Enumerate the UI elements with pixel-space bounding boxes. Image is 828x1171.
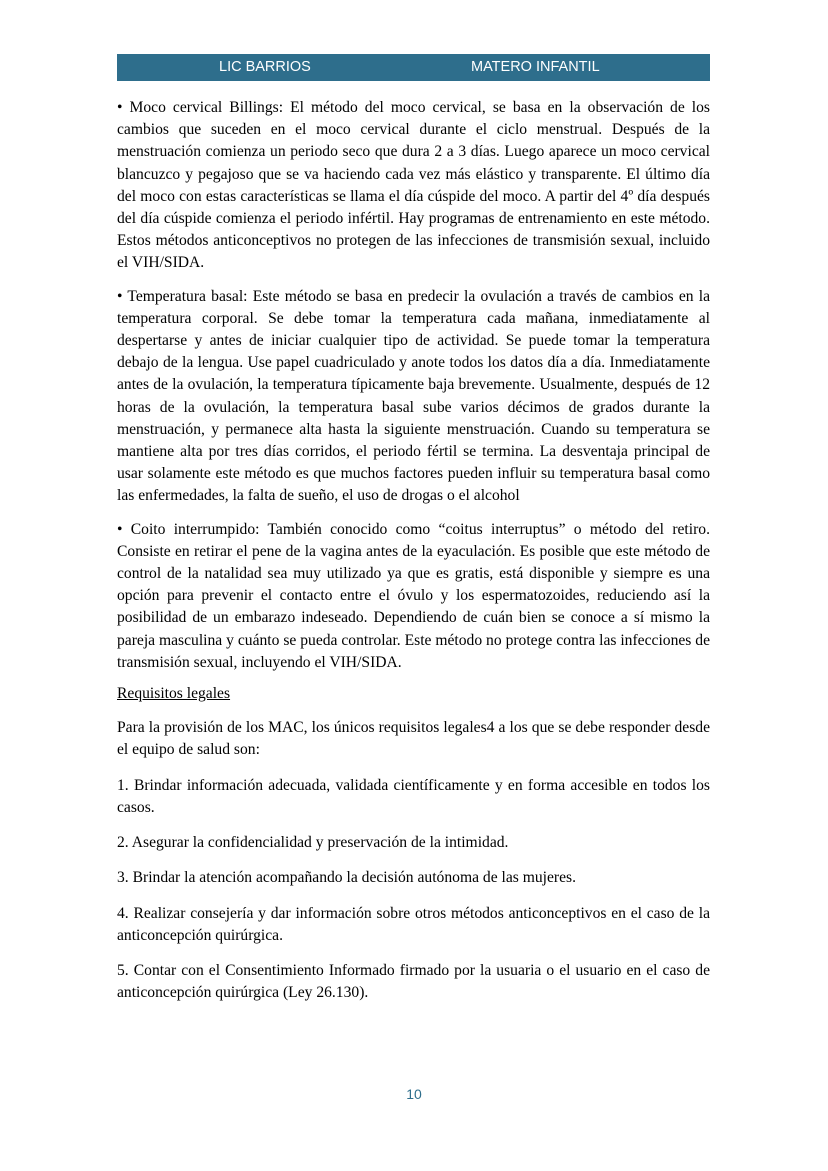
page-number: 10 xyxy=(406,1086,422,1102)
list-item: 3. Brindar la atención acompañando la decisión autónoma de las mujeres. xyxy=(117,869,576,887)
paragraph-temperatura-basal: • Temperatura basal: Este método se basa en predecir la ovulación a través de cambios en la temperatura corporal. Se debe tomar la temperatura cada mañana, inmediatamente al despertarse y antes de iniciar cualquier tipo de actividad. Se puede tomar la temperatura debajo de la lengua. Use papel cuadriculado y anote todos los datos día a día. Inmediatamente antes de la ovulación, la temperatura típicamente baja brevemente. Usualmente, después de 12 horas de la ovulación, la temperatura basal sube varios décimos de grados durante la menstruación, y permanece alta hasta la siguiente menstruación. Cuando su temperatura se mantiene alta por tres días corridos, el periodo fértil se termina. La desventaja principal de usar solamente este método es que muchos factores pueden influir su temperatura basal como las enfermedades, la falta de sueño, el uso de drogas o el alcohol xyxy=(117,287,710,505)
list-item: 5. Contar con el Consentimiento Informado firmado por la usuaria o el usuario en el caso de anticoncepción quirúrgica (Ley 26.130). xyxy=(117,961,710,1002)
section-heading-requisitos: Requisitos legales xyxy=(117,685,231,703)
page-header-bar xyxy=(117,54,710,81)
list-item: 2. Asegurar la confidencialidad y preservación de la intimidad. xyxy=(117,834,509,852)
list-item: 1. Brindar información adecuada, validada científicamente y en forma accesible en todos los casos. xyxy=(117,776,710,816)
paragraph-billings: • Moco cervical Billings: El método del moco cervical, se basa en la observación de los cambios que suceden en el moco cervical durante el ciclo menstrual. Después de la menstruación comienza un periodo seco que dura 2 a 3 días. Luego aparece un moco cervical blancuzco y pegajoso que se va haciendo cada vez más elástico y transparente. El último día del moco con estas características se llama el día cúspide del moco. A partir del 4º día después del día cúspide comienza el periodo infértil. Hay programas de entrenamiento en este método. Estos métodos anticonceptivos no protegen de las infecciones de transmisión sexual, incluido el VIH/SIDA. xyxy=(117,99,710,272)
header-subject: MATERO INFANTIL xyxy=(471,59,600,75)
paragraph-coito-interrumpido: • Coito interrumpido: También conocido como “coitus interruptus” o método del retiro. Consiste en retirar el pene de la vagina antes de la eyaculación. Es posible que este método de control de la natalidad sea muy utilizado ya que es gratis, está disponible y siempre es una opción para prevenir el contacto entre el óvulo y los espermatozoides, reduciendo así la posibilidad de un embarazo indeseado. Dependiendo de cuán bien se conoce a sí mismo la pareja masculina y cuánto se pueda controlar. Este método no protege contra las infecciones de transmisión sexual, incluyendo el VIH/SIDA. xyxy=(117,520,710,671)
list-item: 4. Realizar consejería y dar información sobre otros métodos anticonceptivos en el caso de la anticoncepción quirúrgica. xyxy=(117,904,710,944)
paragraph-requisitos-intro: Para la provisión de los MAC, los únicos requisitos legales4 a los que se debe responder desde el equipo de salud son: xyxy=(117,719,710,759)
header-author: LIC BARRIOS xyxy=(219,59,311,75)
document-body xyxy=(117,97,710,1004)
